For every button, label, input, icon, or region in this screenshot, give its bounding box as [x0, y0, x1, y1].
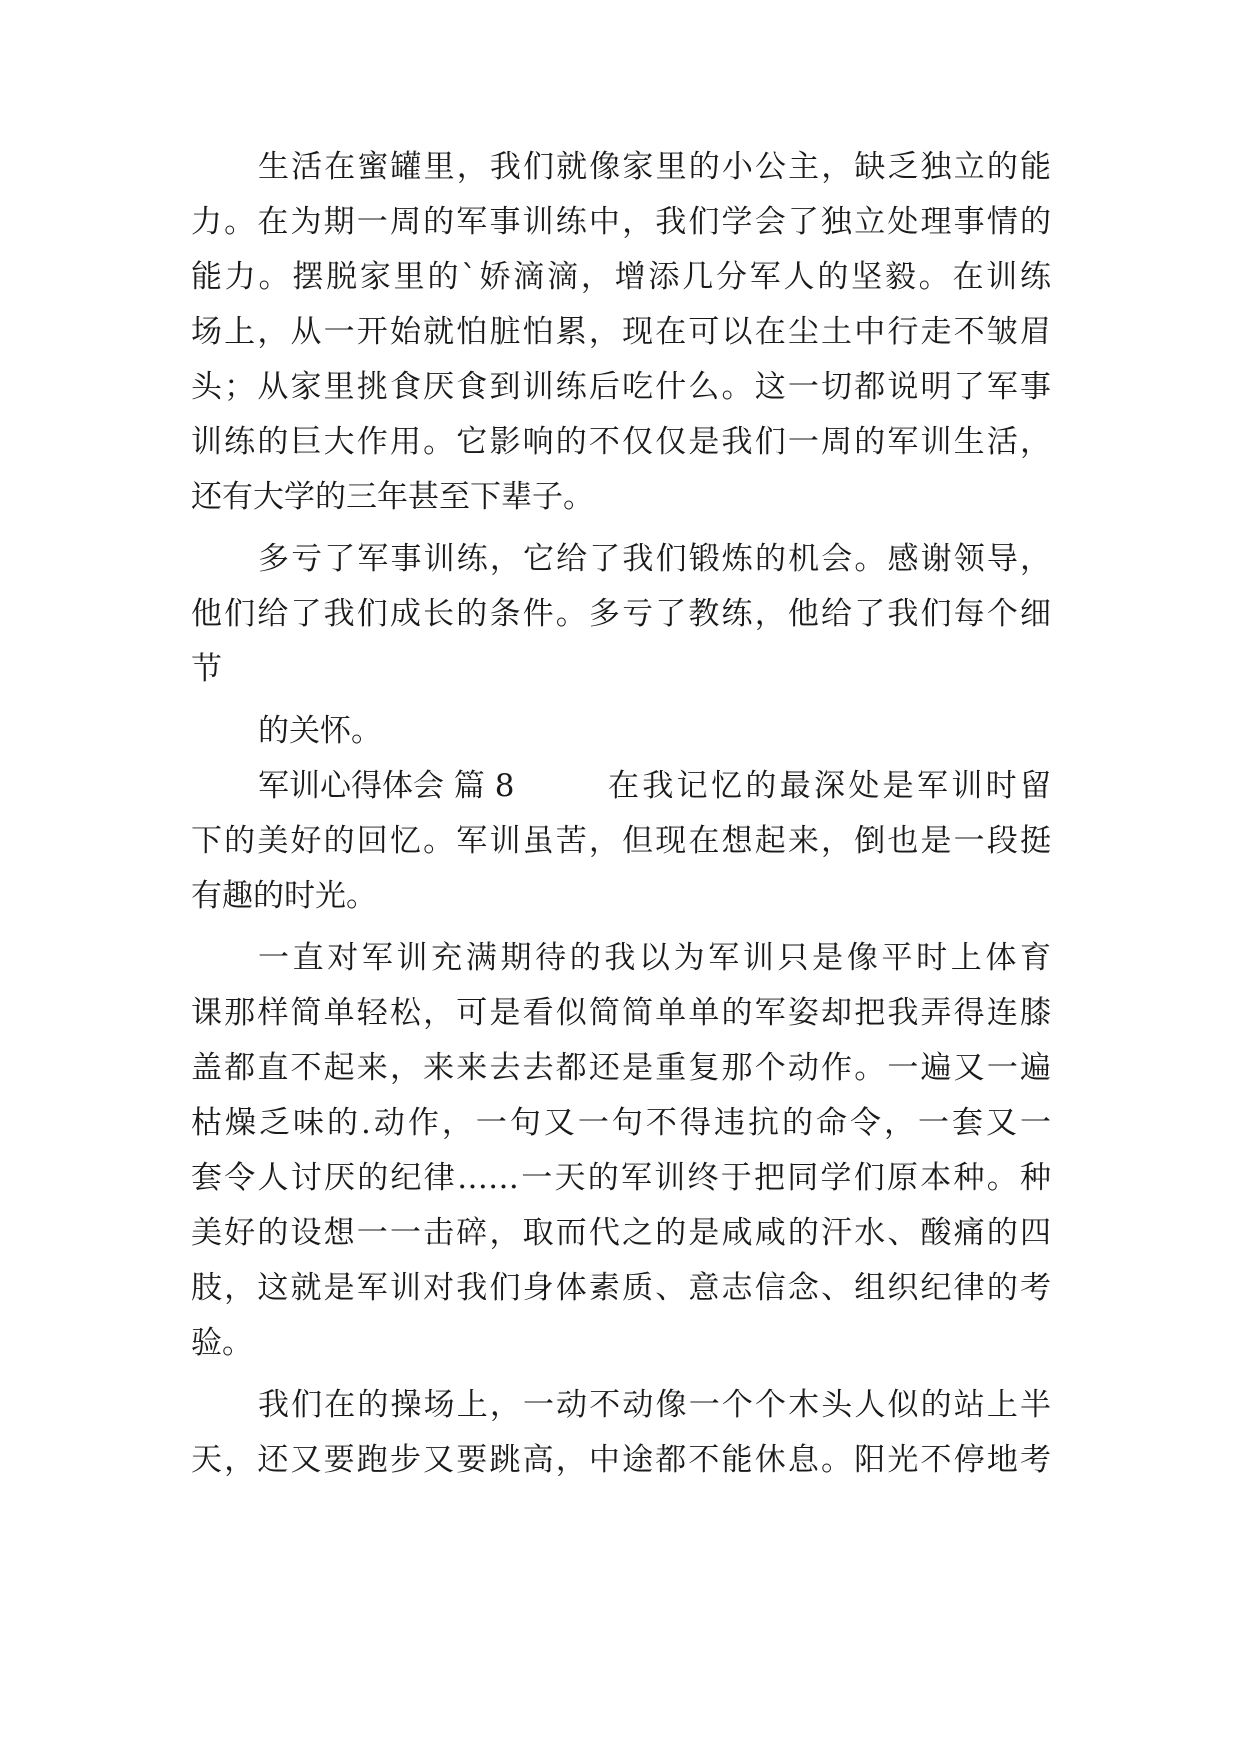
- paragraph-line: 还有大学的三年甚至下辈子。: [191, 479, 594, 515]
- paragraph-line: 套令人讨厌的纪律……一天的军训终于把同学们原本种。种: [191, 1160, 1051, 1196]
- paragraph-line: 验。: [191, 1325, 253, 1361]
- paragraph-line: 我们在的操场上，一动不动像一个个木头人似的站上半: [258, 1387, 1051, 1423]
- paragraph-line: 盖都直不起来，来来去去都还是重复那个动作。一遍又一遍: [191, 1050, 1051, 1086]
- paragraph-line: 肢，这就是军训对我们身体素质、意志信念、组织纪律的考: [191, 1270, 1051, 1306]
- paragraph-line: 能力。摆脱家里的`娇滴滴，增添几分军人的坚毅。在训练: [191, 259, 1051, 295]
- paragraph-line: 枯燥乏味的.动作，一句又一句不得违抗的命令，一套又一: [191, 1105, 1051, 1141]
- paragraph-line: 他们给了我们成长的条件。多亏了教练，他给了我们每个细: [191, 596, 1051, 632]
- paragraph-line: 下的美好的回忆。军训虽苦，但现在想起来，倒也是一段挺: [191, 823, 1051, 859]
- paragraph-line: 有趣的时光。: [191, 878, 377, 914]
- paragraph-line: 的关怀。: [258, 713, 382, 749]
- paragraph-line: 生活在蜜罐里，我们就像家里的小公主，缺乏独立的能: [258, 149, 1051, 185]
- paragraph-line: 一直对军训充满期待的我以为军训只是像平时上体育: [258, 940, 1051, 976]
- section-heading-row: [258, 766, 1051, 806]
- paragraph-line: 训练的巨大作用。它影响的不仅仅是我们一周的军训生活，: [191, 424, 1051, 460]
- paragraph-line: 力。在为期一周的军事训练中，我们学会了独立处理事情的: [191, 204, 1051, 240]
- paragraph-line: 美好的设想一一击碎，取而代之的是咸咸的汗水、酸痛的四: [191, 1215, 1051, 1251]
- paragraph-line: 课那样简单轻松，可是看似简简单单的军姿却把我弄得连膝: [191, 995, 1051, 1031]
- paragraph-line: 多亏了军事训练，它给了我们锻炼的机会。感谢领导，: [258, 541, 1051, 577]
- paragraph-line: 节: [191, 651, 222, 687]
- paragraph-line: 头；从家里挑食厌食到训练后吃什么。这一切都说明了军事: [191, 369, 1051, 405]
- section-title: 军训心得体会 篇 8: [258, 768, 515, 804]
- paragraph-line: 天，还又要跑步又要跳高，中途都不能休息。阳光不停地考: [191, 1442, 1051, 1478]
- section-first-line: 在我记忆的最深处是军训时留: [608, 768, 1051, 804]
- paragraph-line: 场上，从一开始就怕脏怕累，现在可以在尘土中行走不皱眉: [191, 314, 1051, 350]
